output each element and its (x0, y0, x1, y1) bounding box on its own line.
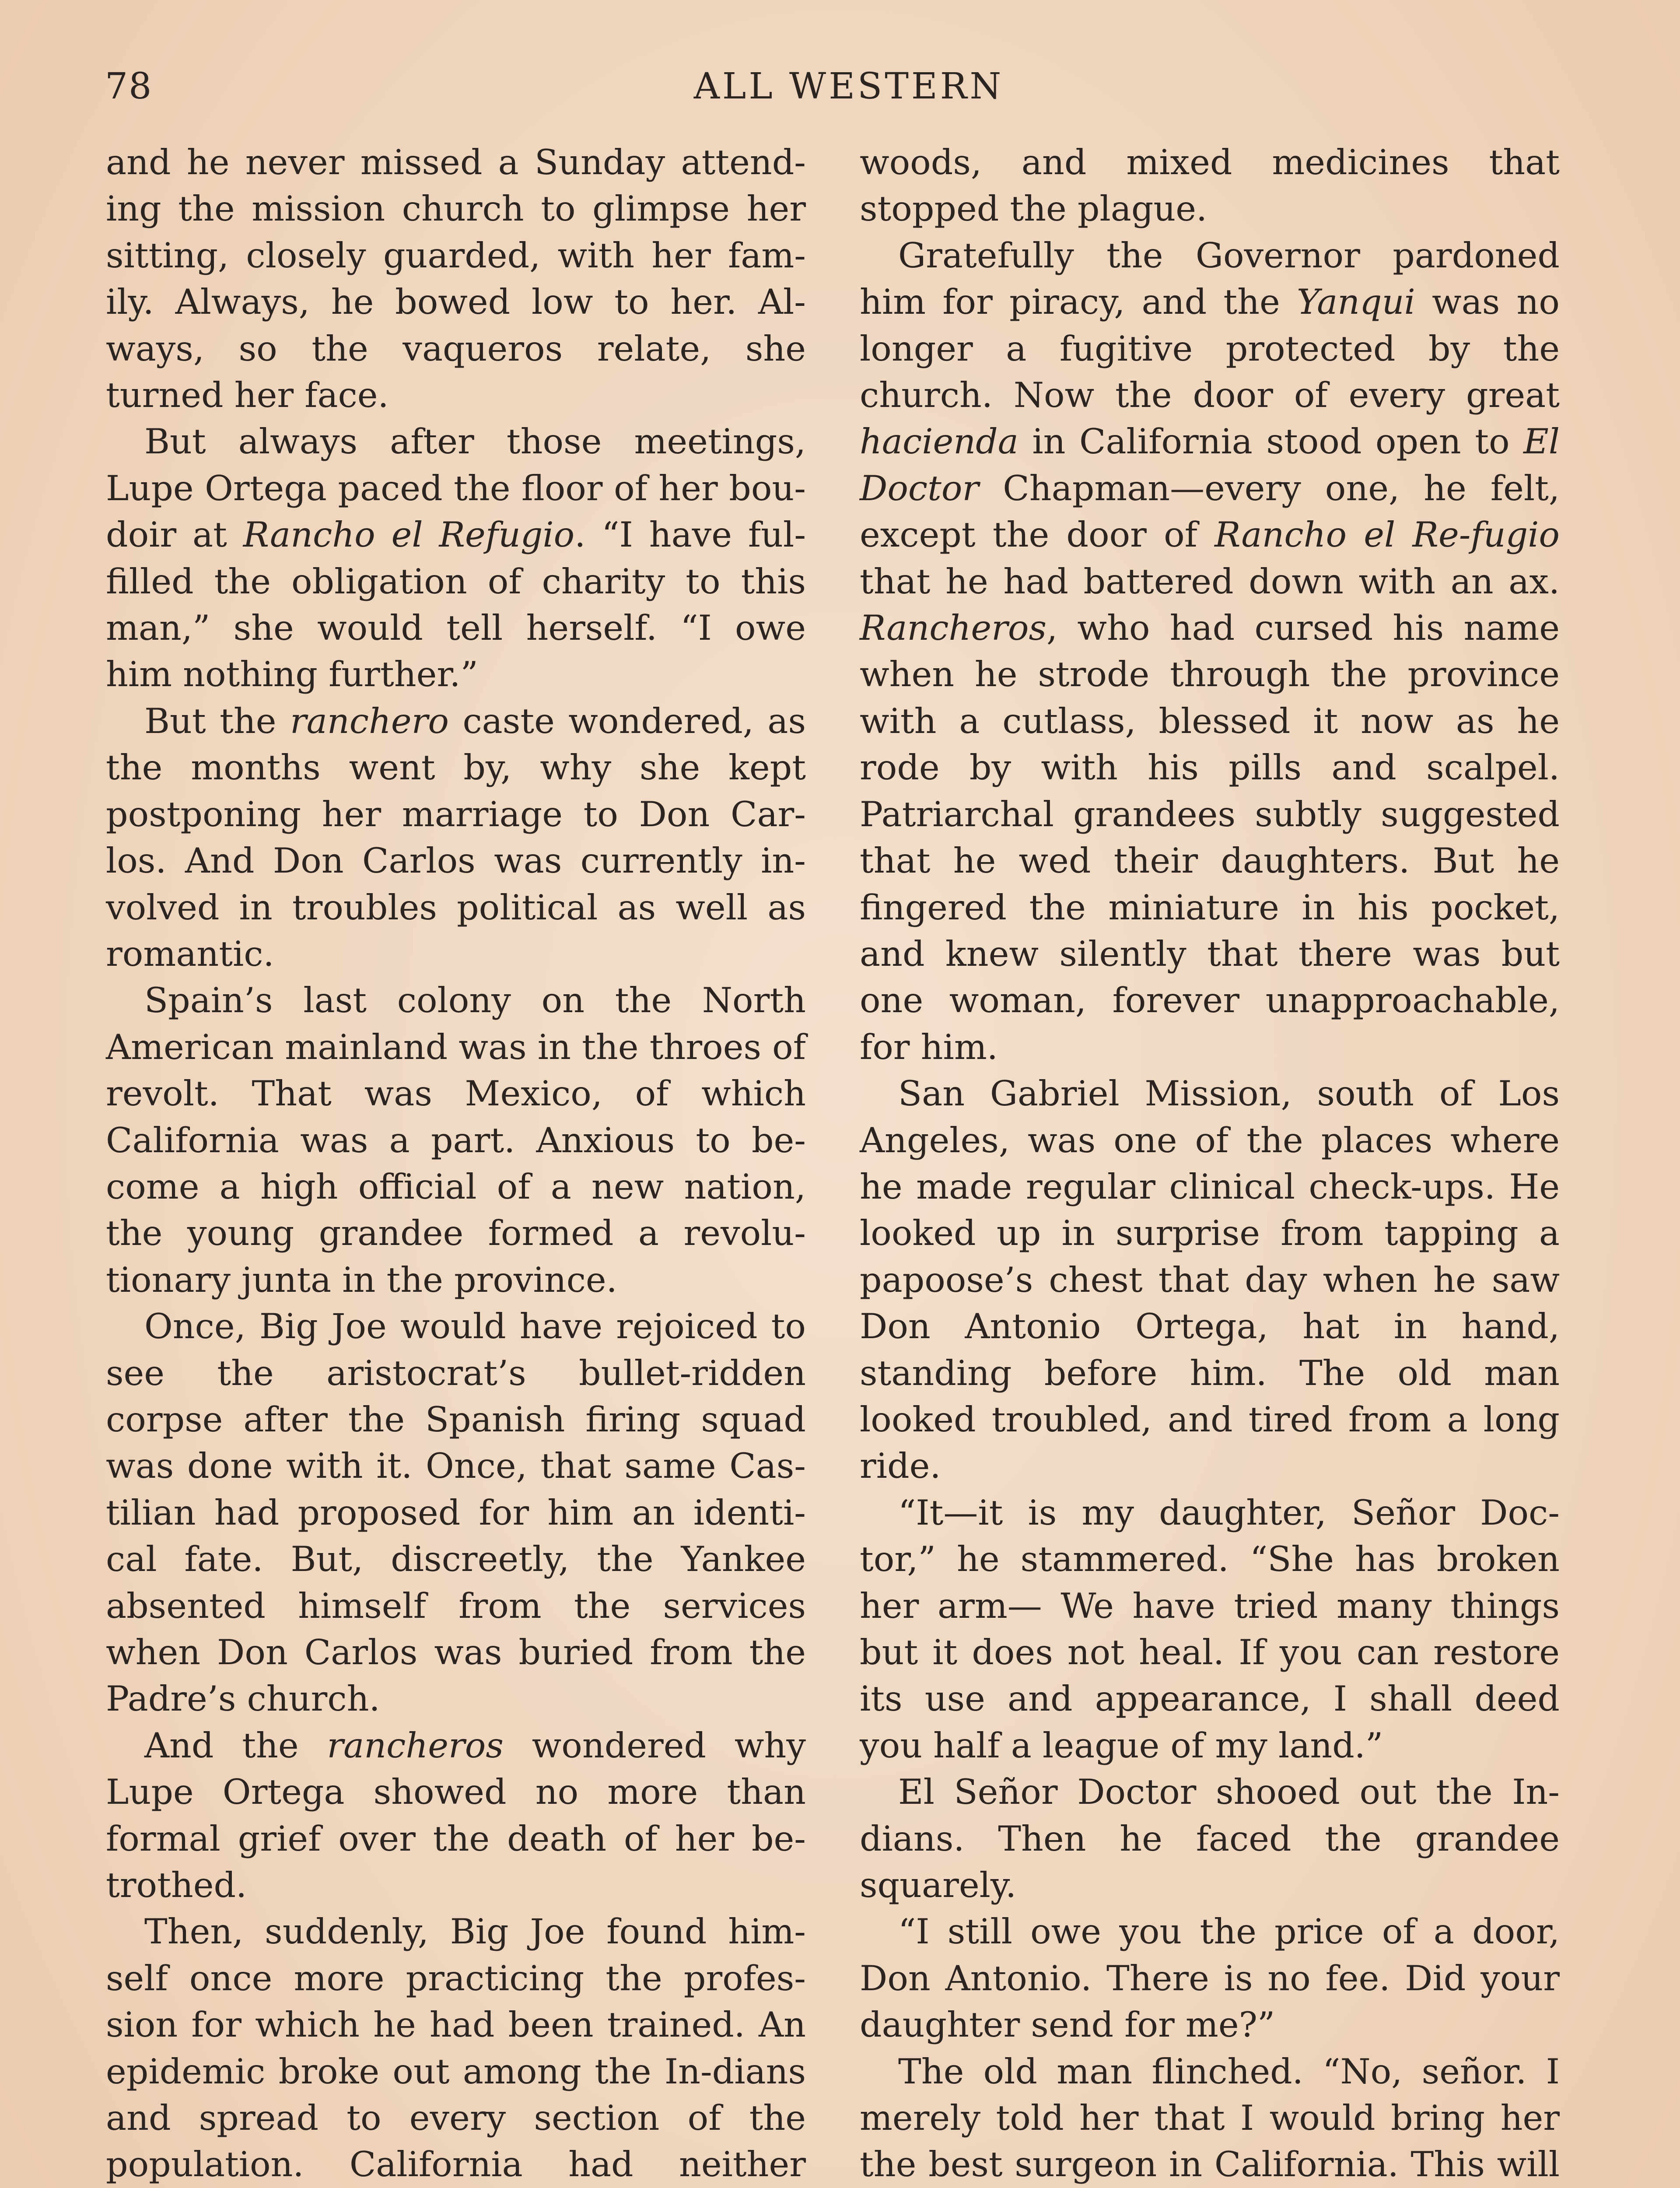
left-text-column (106, 139, 806, 2188)
paragraph: And the rancheros wondered why Lupe Ortega showed no more than formal grief over the death of her be-trothed. (106, 1725, 806, 1906)
page-header (105, 66, 1592, 118)
magazine-title: ALL WESTERN (693, 66, 1004, 107)
paragraph: San Gabriel Mission, south of Los Angeles, was one of the places where he made regular clinical check-ups. He looked up in surprise from tapping a papoose’s chest that day when he saw Don Antonio Ortega, hat in hand, standing before him. The old man looked troubled, and tired from a long ride. (860, 1073, 1560, 1487)
paragraph: Once, Big Joe would have rejoiced to see the aristocrat’s bullet-ridden corpse after the Spanish firing squad was done with it. Once, that same Cas-tilian had proposed for him an identi-cal fate. But, discreetly, the Yankee absented himself from the services when Don Carlos was buried from the Padre’s church. (106, 1306, 806, 1719)
paragraph: The old man flinched. “No, señor. I merely told her that I would bring her the best surgeon in California. This will (860, 2051, 1560, 2185)
paragraph: But always after those meetings, Lupe Ortega paced the floor of her bou-doir at Rancho el Refugio. “I have ful-filled the obligation of charity to this man,” she would tell herself. “I owe him nothing further.” (106, 421, 806, 695)
paragraph: Gratefully the Governor pardoned him for piracy, and the Yanqui was no longer a fugitive protected by the church. Now the door of every great hacienda in California stood open to El Doctor Chapman—every one, he felt, except the door of Rancho el Re-fugio that he had battered down with an ax. Rancheros, who had cursed his name when he strode through the province with a cutlass, blessed it now as he rode by with his pills and scalpel. Patriarchal grandees subtly suggested that he wed their daughters. But he fingered the miniature in his pocket, and knew silently that there was but one woman, forever unapproachable, for him. (860, 235, 1560, 1067)
paragraph: and he never missed a Sunday attend-ing the mission church to glimpse her sitting, closely guarded, with her fam-ily. Always, he bowed low to her. Al-ways, so the vaqueros relate, she turned her face. (106, 142, 806, 416)
paragraph: Then, suddenly, Big Joe found him-self once more practicing the profes-sion for which he had been trained. An epidemic broke out among the In-dians and spread to every section of the population. California had neither (106, 1911, 806, 2185)
paragraph: woods, and mixed medicines that stopped the plague. (860, 142, 1560, 229)
page-number: 78 (105, 66, 153, 107)
paragraph: Spain’s last colony on the North American mainland was in the throes of revolt. That was Mexico, of which California was a part. Anxious to be-come a high official of a new nation, the young grandee formed a revolu-tionary junta in the province. (106, 980, 806, 1300)
paragraph: But the ranchero caste wondered, as the months went by, why she kept postponing her marriage to Don Car-los. And Don Carlos was currently in-volved in troubles political as well as romantic. (106, 701, 806, 974)
right-text-column (860, 139, 1560, 2188)
paragraph: “I still owe you the price of a door, Don Antonio. There is no fee. Did your daughter send for me?” (860, 1911, 1560, 2045)
paragraph: El Señor Doctor shooed out the In-dians. Then he faced the grandee squarely. (860, 1772, 1560, 1906)
paragraph: “It—it is my daughter, Señor Doc-tor,” he stammered. “She has broken her arm— We have tried many things but it does not heal. If you can restore its use and appearance, I shall deed you half a league of my land.” (860, 1492, 1560, 1766)
